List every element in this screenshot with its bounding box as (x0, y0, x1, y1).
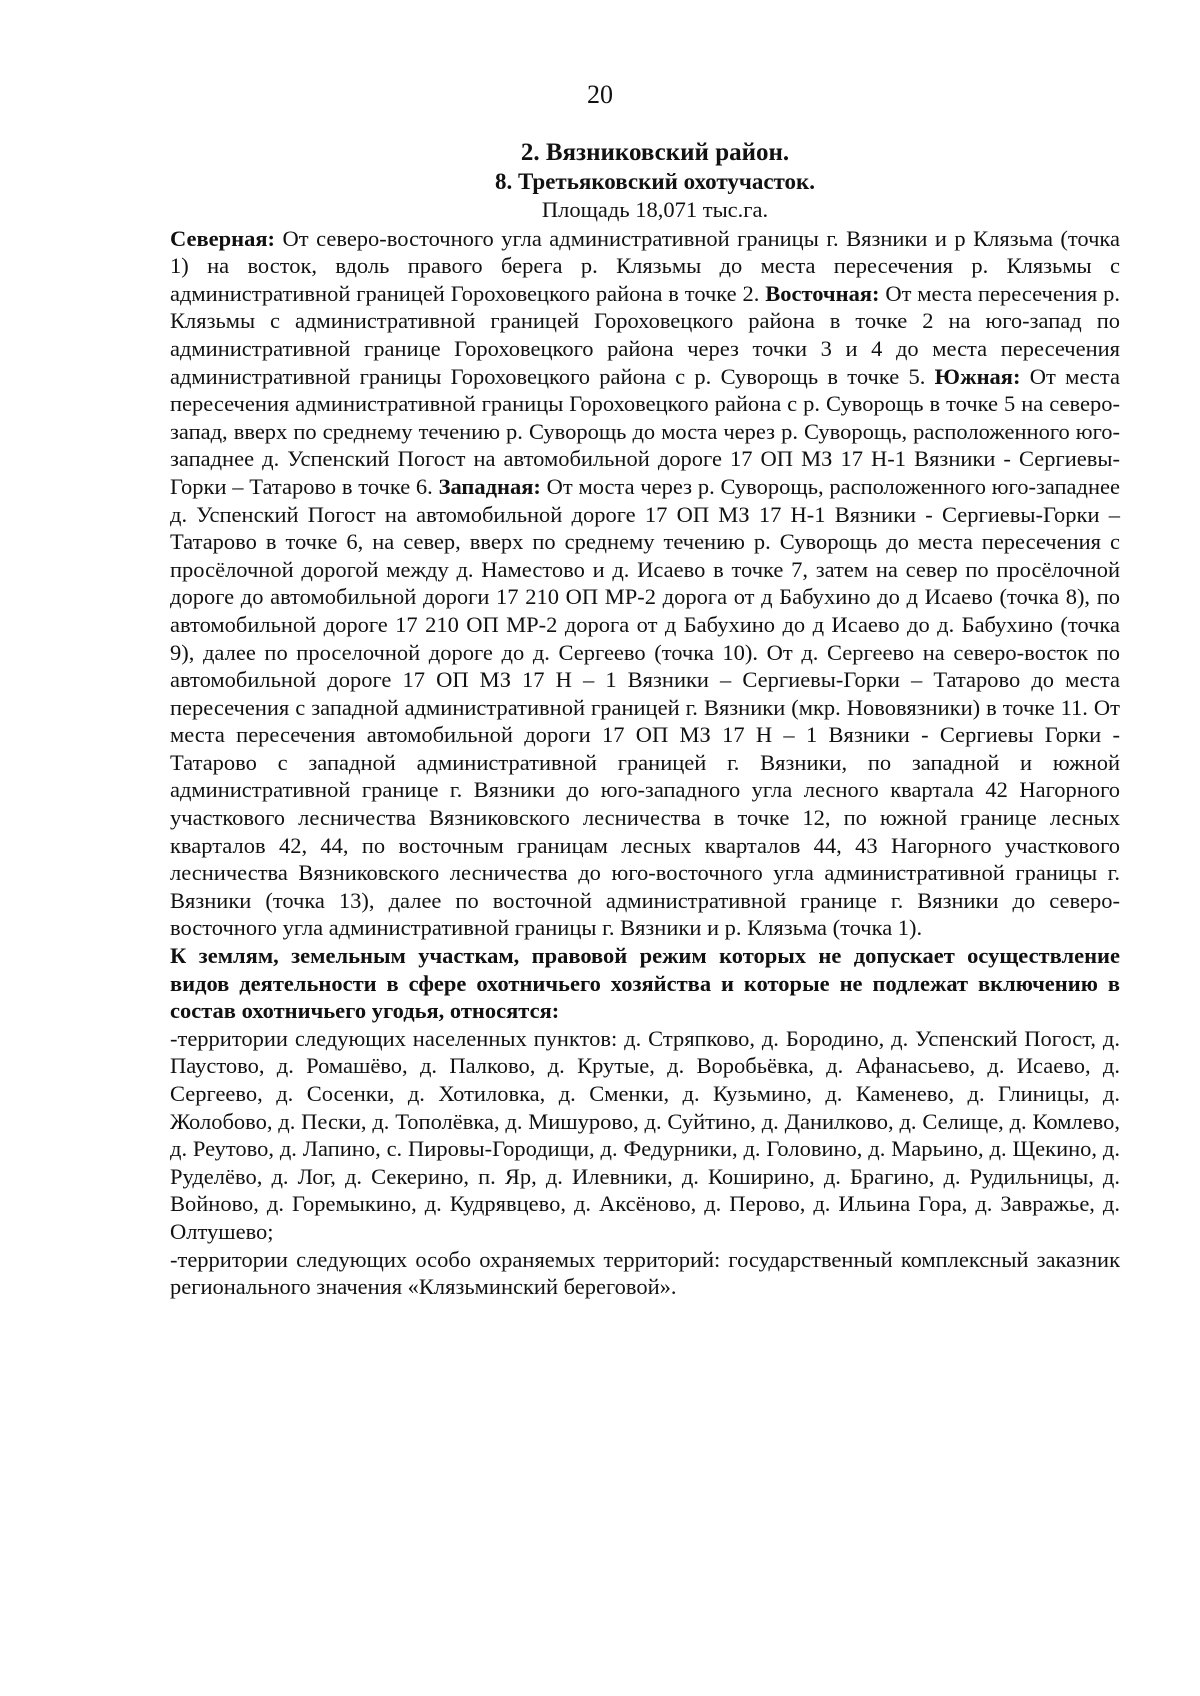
settlements-paragraph: -территории следующих населенных пунктов: д. Стряпково, д. Бородино, д. Успенский Погост, д. Паустово, д. Ромашёво, д. Палково, д. Крутые, д. Воробьёвка, д. Афанасьево, д. Исаево, д. Сергеево, д. Сосенки, д. Хотиловка, д. Сменки, д. Кузьмино, д. Каменево, д. Глиницы, д. Жолобово, д. Пески, д. Тополёвка, д. Мишурово, д. Суйтино, д. Данилково, д. Селище, д. Комлево, д. Реутово, д. Лапино, с. Пировы-Городищи, д. Федурники, д. Головино, д. Марьино, д. Щекино, д. Руделёво, д. Лог, д. Секерино, п. Яр, д. Илевники, д. Коширино, д. Брагино, д. Рудильницы, д. Войново, д. Горемыкино, д. Кудрявцево, д. Аксёново, д. Перово, д. Ильина Гора, д. Завражье, д. Олтушево; (170, 1025, 1120, 1244)
district-title: 2. Вязниковский район. (520, 139, 790, 166)
hunting-area-title: 8. Третьяковский охотучасток. (494, 169, 816, 194)
restrictions-heading: К землям, земельным участкам, правовой режим которых не допускает осуществление видов деятельности в сфере охотничьего хозяйства и которые не подлежат включению в состав охотничьего угодья, относятся: (170, 943, 1120, 1024)
north-border-label: Северная: (170, 225, 276, 251)
borders-description (170, 225, 1120, 942)
west-border-label: Западная: (438, 473, 541, 499)
area-text: Площадь 18,071 тыс.га. (541, 197, 769, 222)
east-border-label: Восточная: (765, 280, 880, 306)
page-number: 20 (587, 80, 613, 109)
east-border-text: От места пересечения р. Клязьмы с административной границей Гороховецкого района в точке 2 на юго-запад по административной границе Гороховецкого района через точки 3 и 4 до места пересечения административной границы Гороховецкого района с р. Суворощь в точке 5. (170, 280, 1120, 389)
south-border-label: Южная: (934, 363, 1021, 389)
north-border-text: От северо-восточного угла административной границы г. Вязники и р Клязьма (точка 1) на восток, вдоль правого берега р. Клязьмы до места пересечения р. Клязьмы с административной границей Гороховецкого района в точке 2. (170, 225, 1120, 306)
south-border-text: От места пересечения административной границы Гороховецкого района с р. Суворощь в точке 5 на северо-запад, вверх по среднему течению р. Суворощь до моста через р. Суворощь, расположенного юго-западнее д. Успенский Погост на автомобильной дороге 17 ОП МЗ 17 Н-1 Вязники - Сергиевы-Горки – Татарово в точке 6. (170, 363, 1121, 499)
protected-areas-paragraph: -территории следующих особо охраняемых территорий: государственный комплексный заказник регионального значения «Клязьминский береговой». (170, 1246, 1120, 1300)
document-body (170, 138, 1120, 1301)
west-border-text: От моста через р. Суворощь, расположенного юго-западнее д. Успенский Погост на автомобильной дороге 17 ОП МЗ 17 Н-1 Вязники - Сергиевы-Горки – Татарово в точке 6, на север, вверх по среднему течению р. Суворощь до места пересечения с просёлочной дорогой между д. Наместово и д. Исаево в точке 7, затем на север по просёлочной дороге до автомобильной дороги 17 210 ОП МР-2 дорога от д Бабухино до д Исаево (точка 8), по автомобильной дороге 17 210 ОП МР-2 дорога от д Бабухино до д Исаево до д. Бабухино (точка 9), далее по проселочной дороге до д. Сергеево (точка 10). От д. Сергеево на северо-восток по автомобильной дороге 17 ОП МЗ 17 Н – 1 Вязники – Сергиевы-Горки – Татарово до места пересечения с западной административной границей г. Вязники (мкр. Нововязники) в точке 11. От места пересечения автомобильной дороги 17 ОП МЗ 17 Н – 1 Вязники - Сергиевы Горки - Татарово с западной административной границей г. Вязники, по западной и южной административной границе г. Вязники до юго-западного угла лесного квартала 42 Нагорного участкового лесничества Вязниковского лесничества в точке 12, по южной границе лесных кварталов 42, 44, по восточным границам лесных кварталов 44, 43 Нагорного участкового лесничества Вязниковского лесничества до юго-восточного угла административной границы г. Вязники (точка 13), далее по восточной административной границе г. Вязники до северо-восточного угла административной границы г. Вязники и р. Клязьма (точка 1). (170, 473, 1121, 941)
